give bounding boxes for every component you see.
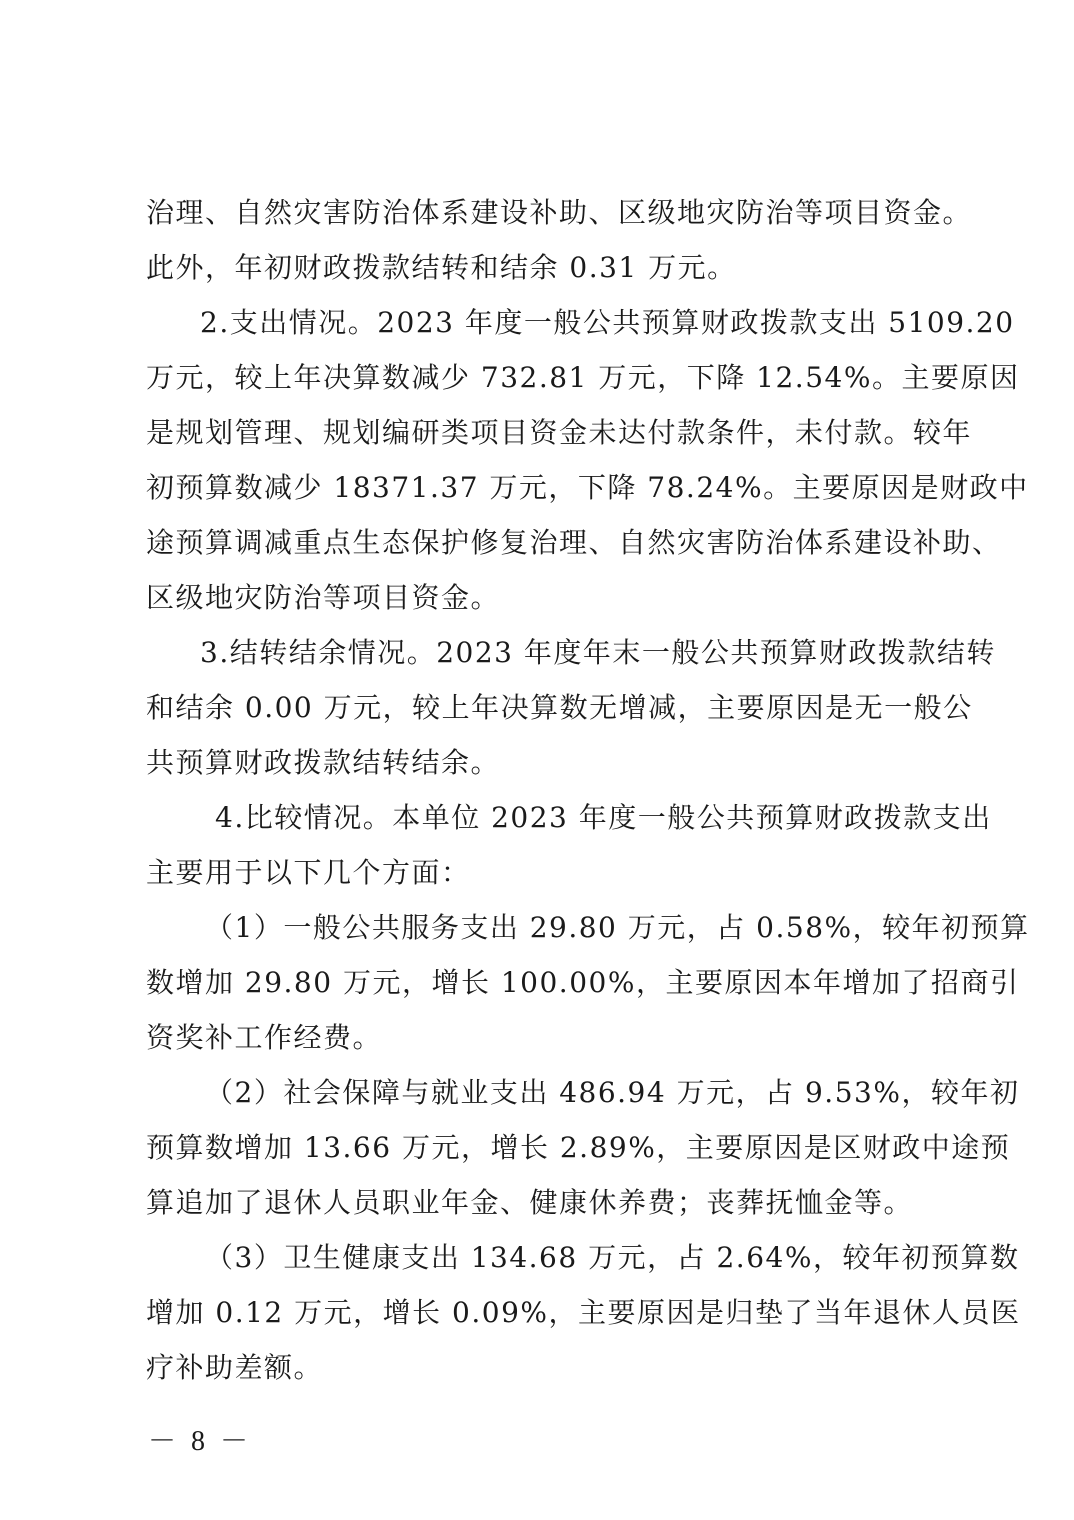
list-item-3: （3）卫生健康支出 134.68 万元，占 2.64%，较年初预算数	[205, 1241, 1020, 1274]
section-heading-carryover: 3.结转结余情况。2023 年度年末一般公共预算财政拨款结转	[200, 636, 996, 669]
text-line: 是规划管理、规划编研类项目资金未达付款条件，未付款。较年	[146, 416, 973, 449]
text-line: 算追加了退休人员职业年金、健康休养费；丧葬抚恤金等。	[146, 1186, 914, 1219]
text-line: 和结余 0.00 万元，较上年决算数无增减，主要原因是无一般公	[146, 691, 973, 724]
section-heading-expenditure: 2.支出情况。2023 年度一般公共预算财政拨款支出 5109.20	[200, 306, 1015, 339]
text-line: 资奖补工作经费。	[146, 1021, 383, 1054]
text-line: 万元，较上年决算数减少 732.81 万元，下降 12.54%。主要原因	[146, 361, 1020, 394]
text-line: 区级地灾防治等项目资金。	[146, 581, 501, 614]
text-line: 初预算数减少 18371.37 万元，下降 78.24%。主要原因是财政中	[146, 471, 1029, 504]
text-line: 增加 0.12 万元，增长 0.09%，主要原因是归垫了当年退休人员医	[146, 1296, 1021, 1329]
section-heading-comparison: 4.比较情况。本单位 2023 年度一般公共预算财政拨款支出	[215, 801, 992, 834]
text-line: 此外，年初财政拨款结转和结余 0.31 万元。	[146, 251, 737, 284]
text-line: 主要用于以下几个方面：	[146, 856, 471, 889]
text-line: 疗补助差额。	[146, 1351, 324, 1384]
list-item-2: （2）社会保障与就业支出 486.94 万元，占 9.53%，较年初	[205, 1076, 1020, 1109]
text-line: 途预算调减重点生态保护修复治理、自然灾害防治体系建设补助、	[146, 526, 1002, 559]
page-number: － 8 －	[148, 1426, 253, 1457]
text-line: 共预算财政拨款结转结余。	[146, 746, 501, 779]
text-line: 数增加 29.80 万元，增长 100.00%，主要原因本年增加了招商引	[146, 966, 1020, 999]
text-line: 预算数增加 13.66 万元，增长 2.89%，主要原因是区财政中途预	[146, 1131, 1011, 1164]
text-line: 治理、自然灾害防治体系建设补助、区级地灾防治等项目资金。	[146, 196, 973, 229]
list-item-1: （1）一般公共服务支出 29.80 万元，占 0.58%，较年初预算	[205, 911, 1030, 944]
